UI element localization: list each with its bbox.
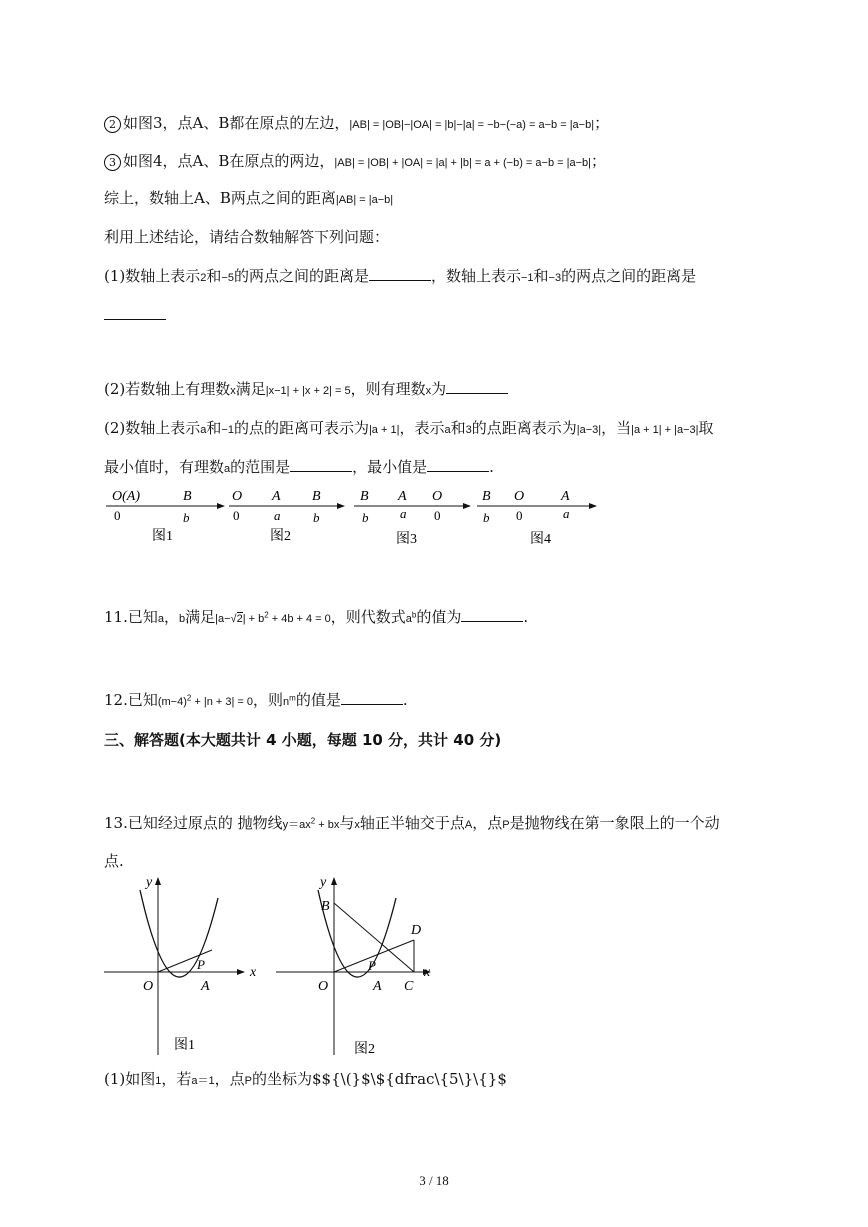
q1-text: 的两点之间的距离是 <box>561 267 697 285</box>
value-label: b <box>362 510 369 525</box>
q13-1-line <box>104 1068 507 1089</box>
point-label: O <box>232 489 243 504</box>
axis-label: x <box>250 965 257 980</box>
math-variable: b <box>179 613 186 625</box>
q1-line2 <box>104 305 166 324</box>
q3-text: ，表示 <box>399 419 445 437</box>
q2-text: ，则有理数 <box>350 380 426 398</box>
figure-caption: 图2 <box>354 1042 375 1057</box>
q1-line <box>104 265 696 286</box>
q11-text: 的值为 <box>416 608 462 626</box>
math-variable: x <box>354 819 360 831</box>
summary-line <box>104 187 393 208</box>
q12-line <box>104 689 408 710</box>
q3-text: ，当 <box>601 419 632 437</box>
answer-blank[interactable] <box>290 457 352 472</box>
point-label: A <box>373 979 382 994</box>
punctuation: ； <box>590 152 606 170</box>
value-label: b <box>483 510 490 525</box>
q13-text: 是抛物线在第一象限上的一个动 <box>509 814 720 832</box>
q13-text: 点. <box>104 852 124 870</box>
q13-formula <box>282 816 340 831</box>
point-label: B <box>183 489 192 504</box>
q13-1-text: 的坐标为 <box>252 1070 313 1088</box>
instruction-text: 利用上述结论，请结合数轴解答下列问题： <box>104 228 390 246</box>
q11-text: ，则代数式 <box>330 608 406 626</box>
axis-label: y <box>146 875 153 890</box>
punctuation: . <box>402 691 408 709</box>
point-label: C <box>404 979 414 994</box>
math-variable: x <box>230 385 236 397</box>
formula-part: + |n + 3| = 0 <box>191 696 254 708</box>
exponent: 2 <box>264 610 269 620</box>
q11-power <box>405 610 417 625</box>
point-label: P <box>368 958 376 973</box>
q13-1-text: ，点 <box>214 1070 245 1088</box>
figure-caption: 图2 <box>270 529 291 544</box>
q3-formula: |a−3| <box>576 424 602 436</box>
q2-text: (2)若数轴上有理数 <box>104 380 231 398</box>
q3-formula: |a + 1| <box>368 424 400 436</box>
formula-part: y＝ax <box>282 819 311 831</box>
value-label: a <box>274 508 281 523</box>
q3-text: ，最小值是 <box>352 458 428 476</box>
math-variable: a <box>224 463 231 475</box>
punctuation: ， <box>163 608 179 626</box>
math-variable: a <box>157 613 164 625</box>
punctuation: ； <box>594 114 610 132</box>
math-number: −1 <box>520 272 534 284</box>
circled-number: 2 <box>104 116 121 133</box>
figure-caption: 图1 <box>174 1038 195 1053</box>
point-label: A <box>561 489 570 504</box>
q3-text: . <box>489 458 494 476</box>
math-variable: P <box>244 1075 252 1087</box>
math-variable: a <box>444 424 451 436</box>
q12-formula <box>157 693 254 708</box>
value-label: b <box>313 510 320 525</box>
graph2 <box>276 875 431 1057</box>
power-base: n <box>283 696 290 708</box>
formula-part: | + b <box>242 613 265 625</box>
q1-text: (1)数轴上表示 <box>104 267 201 285</box>
value-label: 0 <box>233 508 240 523</box>
q1-text: 和 <box>533 267 549 285</box>
point-label: P <box>197 957 205 972</box>
raw-latex: $${\(}$\${dfrac\{5\}\{}$ <box>312 1070 507 1088</box>
figure-caption: 图1 <box>152 529 173 544</box>
q2-text: 满足 <box>235 380 266 398</box>
point-label: O <box>432 489 443 504</box>
q3-text: 取 <box>698 419 714 437</box>
summary-formula: |AB| = |a−b| <box>335 194 394 206</box>
axis-label: x <box>424 965 431 980</box>
case3-text: 如图4，点A、B在原点的两边， <box>123 152 335 170</box>
q13-text: ，点 <box>472 814 503 832</box>
value-label: a <box>400 506 407 521</box>
math-number: 2 <box>200 272 207 284</box>
parabola-figures <box>0 868 868 1064</box>
value-label: 0 <box>516 508 523 523</box>
formula-part: |a− <box>215 613 231 625</box>
q13-1-text: (1)如图 <box>104 1070 156 1088</box>
q2-text: 为 <box>431 380 447 398</box>
q12-text: 12.已知 <box>104 691 158 709</box>
q3-text: 和 <box>450 419 466 437</box>
math-number: −3 <box>548 272 562 284</box>
answer-blank[interactable] <box>461 607 523 622</box>
answer-blank[interactable] <box>446 379 508 394</box>
math-number: −5 <box>221 272 234 284</box>
instruction-line <box>104 226 389 247</box>
math-number: 3 <box>465 424 472 436</box>
number-line-fig1 <box>106 489 224 544</box>
point-label: A <box>398 489 407 504</box>
q11-text: 满足 <box>185 608 216 626</box>
math-number: −1 <box>221 424 234 436</box>
number-line-fig3 <box>354 489 470 547</box>
exponent: b <box>411 610 417 620</box>
exponent: 2 <box>186 693 192 703</box>
answer-blank[interactable] <box>427 457 489 472</box>
q1-text: 和 <box>206 267 222 285</box>
point-label: B <box>482 489 491 504</box>
q3-text: 的点距离表示为 <box>471 419 577 437</box>
number-line-fig4 <box>477 489 596 547</box>
point-label: O <box>143 979 154 994</box>
q2-formula: |x−1| + |x + 2| = 5 <box>265 385 351 397</box>
q3-text: 和 <box>206 419 222 437</box>
q11-line <box>104 606 528 627</box>
q3-text: (2)数轴上表示 <box>104 419 201 437</box>
formula-part: + bx <box>315 819 340 831</box>
punctuation: . <box>523 608 529 626</box>
answer-blank[interactable] <box>104 305 166 320</box>
q3-text: 最小值时，有理数 <box>104 458 225 476</box>
point-label: O(A) <box>112 489 140 504</box>
q3-text: 的点的距离可表示为 <box>233 419 369 437</box>
case3-line <box>104 150 606 171</box>
point-label: B <box>312 489 321 504</box>
q3-text: 的范围是 <box>230 458 291 476</box>
case2-formula: |AB| = |OB|−|OA| = |b|−|a| = −b−(−a) = a−b = |a−b| <box>349 119 595 131</box>
figure-caption: 图4 <box>530 532 551 547</box>
q12-text: ，则 <box>253 691 284 709</box>
q12-power <box>283 693 296 708</box>
graph1 <box>104 875 257 1055</box>
value-label: a <box>563 506 570 521</box>
exponent: 2 <box>310 816 316 826</box>
value-label: b <box>183 510 190 525</box>
q2-line <box>104 378 508 399</box>
q11-formula: $|a-√2| + b^2 + 4b + 4 = 0$ <box>215 610 331 625</box>
power-base: a <box>405 613 412 625</box>
q12-text: 的值是 <box>295 691 341 709</box>
radicand: 2 <box>236 613 243 625</box>
math-variable: P <box>502 819 510 831</box>
formula-part: + 4b + 4 = 0 <box>268 613 331 625</box>
point-label: O <box>318 979 329 994</box>
q11-text: 11.已知 <box>104 608 158 626</box>
formula-part: (m−4) <box>157 696 187 708</box>
q13-text: 与 <box>339 814 355 832</box>
number-line-figures <box>0 484 868 550</box>
math-variable: A <box>464 819 473 831</box>
math-number: 1 <box>155 1075 162 1087</box>
page-number: 3 / 18 <box>419 1173 449 1188</box>
q3-line <box>104 417 714 438</box>
q1-text: ，数轴上表示 <box>430 267 521 285</box>
value-label: 0 <box>114 508 121 523</box>
number-line-fig2 <box>229 489 344 544</box>
circled-number: 3 <box>104 154 121 171</box>
q13-text: 13.已知经过原点的 抛物线 <box>104 814 283 832</box>
q13-1-text: ，若 <box>161 1070 192 1088</box>
q3-line2 <box>104 456 494 477</box>
answer-blank[interactable] <box>341 690 403 705</box>
case2-line <box>104 112 609 133</box>
point-label: B <box>321 899 330 914</box>
point-label: O <box>514 489 525 504</box>
answer-blank[interactable] <box>369 266 431 281</box>
exponent: m <box>289 693 296 703</box>
value-label: 0 <box>434 508 441 523</box>
math-variable: x <box>425 385 432 397</box>
q3-formula: |a + 1| + |a−3| <box>631 424 699 436</box>
case3-formula: |AB| = |OB| + |OA| = |a| + |b| = a + (−b) = a−b = |a−b| <box>334 157 591 169</box>
math-formula: a＝1 <box>191 1075 215 1087</box>
point-label: A <box>201 979 210 994</box>
q13-line <box>104 812 720 833</box>
q13-text: 轴正半轴交于点 <box>359 814 465 832</box>
point-label: A <box>272 489 281 504</box>
case2-text: 如图3，点A、B都在原点的左边， <box>123 114 350 132</box>
q1-text: 的两点之间的距离是 <box>233 267 369 285</box>
figure-caption: 图3 <box>396 532 417 547</box>
section-heading: 三、解答题(本大题共计 4 小题，每题 10 分，共计 40 分) <box>104 731 502 749</box>
math-variable: a <box>200 424 207 436</box>
axis-label: y <box>320 875 327 890</box>
point-label: D <box>411 923 422 938</box>
point-label: B <box>360 489 369 504</box>
summary-text: 综上，数轴上A、B两点之间的距离 <box>104 189 336 207</box>
